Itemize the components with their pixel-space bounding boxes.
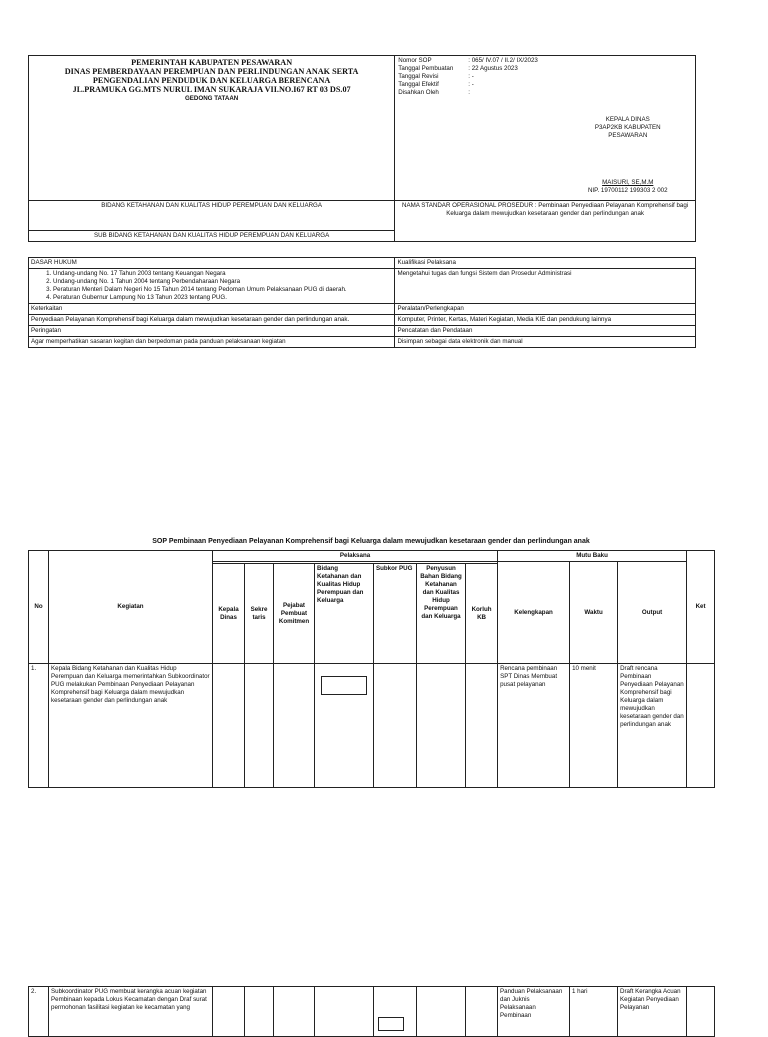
col-ket: Ket	[687, 551, 715, 664]
dasar-hukum-list	[29, 269, 395, 304]
sop-name: NAMA STANDAR OPERASIONAL PROSEDUR : Pembinaan Penyediaan Pelayanan Komprehensif bagi Keluarga dalam mewujudkan kesetaraan gender dan perlindungan anak	[395, 201, 696, 242]
cell-subkor	[374, 987, 417, 1037]
pencatatan-text: Disimpan sebagai data elektronik dan manual	[395, 337, 696, 348]
flow-process-box	[321, 676, 367, 695]
signer-title	[565, 116, 690, 140]
dasar-hukum-item: 3. Peraturan Menteri Dalam Negeri No 15 Tahun 2014 tentang Pedoman Umum Pelaksanaan PUG di daerah.	[53, 286, 392, 294]
row-no: 1.	[29, 664, 49, 788]
kualifikasi-title: Kualifikasi Pelaksana	[395, 258, 696, 269]
row-kelengkapan: Panduan Pelaksanaan dan Juknis Pelaksanaan Pembinaan	[498, 987, 570, 1037]
row-kegiatan: Subkoordinator PUG membuat kerangka acuan kegiatan Pembinaan kepada Lokus Kecamatan dengan Draf surat permohonan fasilitasi kegiatan ke kecamatan yang	[49, 987, 213, 1037]
sop-field-label: Nomor SOP	[398, 57, 432, 64]
dasar-hukum-item: 1. Undang-undang No. 17 Tahun 2003 tentang Keuangan Negara	[53, 270, 392, 278]
sop-field-label: Tanggal Pembuatan	[398, 65, 454, 72]
sop-field-value: : -	[468, 73, 474, 80]
keterkaitan-title: Keterkaitan	[29, 304, 395, 315]
gov-line: PEMERINTAH KABUPATEN PESAWARAN	[131, 58, 293, 67]
dasar-hukum-title: DASAR HUKUM	[29, 258, 395, 269]
sop-field-label: Disahkan Oleh	[398, 89, 439, 96]
sop-info-table	[28, 257, 696, 348]
dasar-hukum-item: 4. Peraturan Gubernur Lampung No 13 Tahun 2023 tentang PUG.	[53, 294, 392, 302]
table-row	[29, 664, 715, 788]
signer-nip: NIP. 19700112 199303 2 002	[587, 187, 668, 194]
col-kepala-dinas: Kepala Dinas	[213, 564, 245, 664]
cell-korluh	[466, 987, 498, 1037]
peringatan-title: Peringatan	[29, 326, 395, 337]
cell-sekretaris	[245, 987, 274, 1037]
flow-process-box	[378, 1017, 404, 1031]
dasar-hukum-item: 2. Undang-undang No. 1 Tahun 2004 tentang Perbendaharaan Negara	[53, 278, 392, 286]
col-pelaksana: Pelaksana	[213, 551, 498, 562]
row-waktu: 1 hari	[570, 987, 618, 1037]
cell-kepala-dinas	[213, 987, 245, 1037]
sop-field-value: : -	[468, 81, 474, 88]
sop-field-label: Tanggal Efektif	[398, 81, 439, 88]
col-bidang: Bidang Ketahanan dan Kualitas Hidup Perempuan dan Keluarga	[315, 564, 374, 664]
col-kelengkapan: Kelengkapan	[498, 562, 570, 664]
col-kegiatan: Kegiatan	[49, 551, 213, 664]
row-no: 2.	[29, 987, 49, 1037]
gov-line: DINAS PEMBERDAYAAN PEREMPUAN DAN PERLINDUNGAN ANAK SERTA	[64, 67, 359, 76]
col-korluh: Korluh KB	[466, 564, 498, 664]
gov-city: GEDONG TATAAN	[184, 95, 239, 102]
signer-title-line: P3AP2KB KABUPATEN	[594, 124, 661, 131]
peralatan-text: Komputer, Printer, Kertas, Materi Kegiatan, Media KIE dan pendukung lainnya	[395, 315, 696, 326]
sop-field-list	[398, 57, 588, 97]
sop-flow-table	[28, 550, 715, 788]
cell-subkor	[374, 664, 417, 788]
sop-field-label: Tanggal Revisi	[398, 73, 439, 80]
sop-field-value: : 22 Agustus 2023	[468, 65, 518, 72]
cell-bidang	[315, 664, 374, 788]
cell-korluh	[466, 664, 498, 788]
row-ket	[687, 987, 715, 1037]
peralatan-title: Peralatan/Perlengkapan	[395, 304, 696, 315]
pencatatan-title: Pencatatan dan Pendataan	[395, 326, 696, 337]
sop-table-title: SOP Pembinaan Penyediaan Pelayanan Komprehensif bagi Keluarga dalam mewujudkan kesetaraan gender dan perlindungan anak	[152, 538, 590, 545]
signer-name: MAISURI, SE,M.M	[602, 179, 654, 186]
table-row	[29, 987, 715, 1037]
row-kelengkapan: Rencana pembinaan SPT Dinas Membuat pusat pelayanan	[498, 664, 570, 788]
row-output: Draft rencana Pembinaan Penyediaan Pelayanan Komprehensif bagi Keluarga dalam mewujudkan kesetaraan gender dan perlindungan anak	[618, 664, 687, 788]
sop-field-value: : 065/ IV.07 / II.2/ IX/2023	[468, 57, 538, 64]
col-output: Output	[618, 562, 687, 664]
row-output: Draft Kerangka Acuan Kegiatan Penyediaan Pelayanan	[618, 987, 687, 1037]
signer-block	[565, 179, 690, 195]
sub-bidang-label: SUB BIDANG KETAHANAN DAN KUALITAS HIDUP PEREMPUAN DAN KELUARGA	[29, 231, 395, 242]
signer-title-line: KEPALA DINAS	[605, 116, 650, 123]
col-waktu: Waktu	[570, 562, 618, 664]
government-header	[29, 56, 395, 201]
cell-penyusun	[417, 987, 466, 1037]
gov-line: PENGENDALIAN PENDUDUK DAN KELUARGA BERENCANA	[92, 76, 331, 85]
sop-flow-table-continued	[28, 986, 715, 1037]
col-no: No	[29, 551, 49, 664]
cell-sekretaris	[245, 664, 274, 788]
cell-kepala-dinas	[213, 664, 245, 788]
signer-title-line: PESAWARAN	[608, 132, 648, 139]
col-subkor: Subkor PUG	[374, 564, 417, 664]
cell-bidang	[315, 987, 374, 1037]
sop-identity	[395, 56, 696, 201]
peringatan-text: Agar memperhatikan sasaran kegitan dan berpedoman pada panduan pelaksanaan kegiatan	[29, 337, 395, 348]
cell-penyusun	[417, 664, 466, 788]
cell-ppk	[274, 664, 315, 788]
row-ket	[687, 664, 715, 788]
bidang-label: BIDANG KETAHANAN DAN KUALITAS HIDUP PEREMPUAN DAN KELUARGA	[29, 201, 395, 231]
col-ppk: Pejabat Pembuat Komitmen	[274, 564, 315, 664]
row-waktu: 10 menit	[570, 664, 618, 788]
sop-header-table	[28, 55, 696, 242]
row-kegiatan: Kepala Bidang Ketahanan dan Kualitas Hidup Perempuan dan Keluarga memerintahkan Subkoordinator PUG melakukan Pembinaan Penyediaan Pelayanan Komprehensif bagi Keluarga dalam mewujudkan kesetaraan gender dan perlindungan anak	[49, 664, 213, 788]
col-sekretaris: Sekre taris	[245, 564, 274, 664]
sop-field-value: :	[468, 89, 470, 96]
keterkaitan-text: Penyediaan Pelayanan Komprehensif bagi Keluarga dalam mewujudkan kesetaraan gender dan perlindungan anak.	[29, 315, 395, 326]
kualifikasi-text: Mengetahui tugas dan fungsi Sistem dan Prosedur Administrasi	[395, 269, 696, 304]
gov-line: JL.PRAMUKA GG.MTS NURUL IMAN SUKARAJA VII.NO.I67 RT 03 DS.07	[72, 85, 351, 94]
col-penyusun: Penyusun Bahan Bidang Ketahanan dan Kualitas Hidup Perempuan dan Keluarga	[417, 564, 466, 664]
cell-ppk	[274, 987, 315, 1037]
col-mutu-baku: Mutu Baku	[498, 551, 687, 562]
